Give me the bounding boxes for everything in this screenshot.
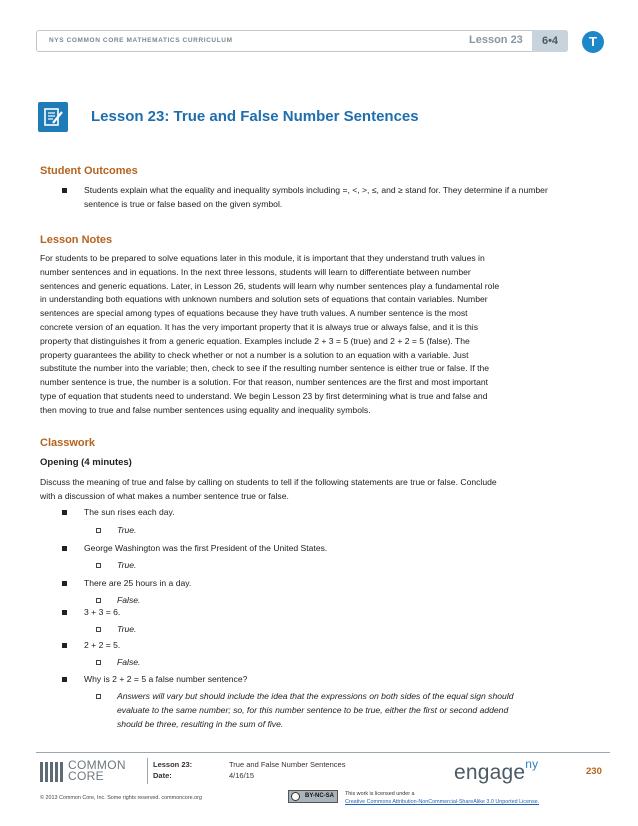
answer-text: False.: [117, 595, 141, 605]
notes-line: sentences and generic equations. Later, in Lesson 26, students will learn why number sentences play a fundamental role: [40, 280, 500, 291]
intro-line: Discuss the meaning of true and false by calling on students to tell if the following statements are true or false. Conclude: [40, 477, 497, 487]
classwork-intro: [40, 476, 592, 504]
license-notice: [345, 790, 539, 806]
page-title: Lesson 23: True and False Number Sentences: [91, 108, 419, 125]
notes-line: sentences are special among types of equations because they have truth values. A number sentence is the most: [40, 308, 468, 319]
statement-text: Why is 2 + 2 = 5 a false number sentence?: [84, 674, 248, 684]
sub-bullet-icon: [96, 528, 101, 533]
license-line: This work is licensed under a: [345, 791, 415, 797]
answer-text: True.: [117, 624, 137, 634]
curriculum-label: NYS COMMON CORE MATHEMATICS CURRICULUM: [49, 37, 233, 44]
notes-line: type of equation that students need to understand. We begin Lesson 23 by first determining what is true and false and: [40, 390, 488, 401]
opening-heading: Opening (4 minutes): [40, 457, 132, 468]
notes-line: substitute the number into the variable; then, check to see if the resulting number sentence is either true or false. If the: [40, 363, 490, 374]
logo-bars-icon: [40, 762, 64, 782]
answer-text: [117, 690, 567, 731]
lesson-notebook-icon: [38, 102, 68, 132]
notes-line: in understanding both equations with unknown numbers and solution sets of equations that contain variables. Number: [40, 294, 488, 305]
copyright-notice: © 2013 Common Core, Inc. Some rights reserved. commoncore.org: [40, 795, 202, 801]
footer-vertical-divider: [147, 758, 148, 784]
teacher-badge-icon: T: [582, 31, 604, 53]
outcome-item: [62, 184, 582, 212]
bullet-icon: [62, 581, 67, 586]
notes-line: property that distinguishes it from a generic equation. Examples include 2 + 3 = 5 (true) and 2 + 2 = 5 (false). The: [40, 335, 470, 346]
statement-text: 2 + 2 = 5.: [84, 640, 121, 650]
sub-bullet-icon: [96, 563, 101, 568]
statement-text: There are 25 hours in a day.: [84, 578, 192, 588]
sub-bullet-icon: [96, 694, 101, 699]
notes-line: property guarantees the ability to check whether or not a number is a solution to an equation with a variable. Just: [40, 349, 469, 360]
answer-line: evaluate to the same number; so, for this number sentence to be true, either the first or second addend: [117, 704, 509, 715]
answer-line: Answers will vary but should include the idea that the expressions on both sides of the equal sign should: [117, 691, 514, 701]
page-header: [36, 30, 568, 52]
logo-text: COMMON CORE: [68, 758, 126, 783]
notes-line: concrete version of an equation. It has the very important property that it is always true or always false, and it is this: [40, 321, 479, 332]
header-lesson-label: Lesson 23: [469, 34, 523, 46]
bullet-icon: [62, 677, 67, 682]
lesson-notes-text: [40, 252, 592, 418]
answer-item: [96, 690, 566, 732]
notes-line: number sentences and in equations. In the next three lessons, students will learn to differentiate between number: [40, 266, 471, 277]
license-link[interactable]: Creative Commons Attribution-NonCommercial-ShareAlike 3.0 Unported License.: [345, 799, 540, 805]
bullet-icon: [62, 610, 67, 615]
intro-line: with a discussion of what makes a number sentence true or false.: [40, 490, 289, 501]
footer-date-label: Date:: [153, 771, 172, 780]
notes-line: For students to be prepared to solve equations later in this module, it is important that they understand truth values in: [40, 253, 485, 263]
bullet-icon: [62, 546, 67, 551]
notes-line: then moving to true and false number sentences using equality and inequality symbols.: [40, 404, 371, 415]
statement-text: 3 + 3 = 6.: [84, 607, 121, 617]
sub-bullet-icon: [96, 660, 101, 665]
answer-line: should be three, resulting in the sum of five.: [117, 718, 284, 729]
statement-text: George Washington was the first President of the United States.: [84, 543, 328, 553]
footer-lesson-label: Lesson 23:: [153, 760, 193, 769]
sub-bullet-icon: [96, 598, 101, 603]
answer-text: False.: [117, 657, 141, 667]
bullet-icon: [62, 188, 67, 193]
answer-text: True.: [117, 560, 137, 570]
grade-module-label: 6•4: [532, 30, 568, 52]
bullet-icon: [62, 510, 67, 515]
footer-lesson-title: True and False Number Sentences: [229, 760, 346, 769]
sub-bullet-icon: [96, 627, 101, 632]
outcome-text: Students explain what the equality and inequality symbols including =, <, >, ≤, and ≥ stand for. They determine if a number sentence is true or false based on the given symbol.: [84, 185, 548, 209]
classwork-heading: Classwork: [40, 437, 96, 449]
footer-divider: [36, 752, 610, 753]
page-number: 230: [586, 766, 602, 777]
footer-date-value: 4/16/15: [229, 771, 255, 780]
engageny-logo: engage$^{ny}$: [454, 757, 539, 784]
statement-text: The sun rises each day.: [84, 507, 175, 517]
answer-text: True.: [117, 525, 137, 535]
creative-commons-badge: BY-NC-SA: [288, 790, 338, 803]
notes-line: number sentence is true, the number is a solution. For that reason, number sentences are the first and most important: [40, 377, 489, 388]
cc-circle-icon: [291, 792, 300, 801]
lesson-notes-heading: Lesson Notes: [40, 234, 113, 246]
bullet-icon: [62, 643, 67, 648]
student-outcomes-heading: Student Outcomes: [40, 165, 138, 177]
